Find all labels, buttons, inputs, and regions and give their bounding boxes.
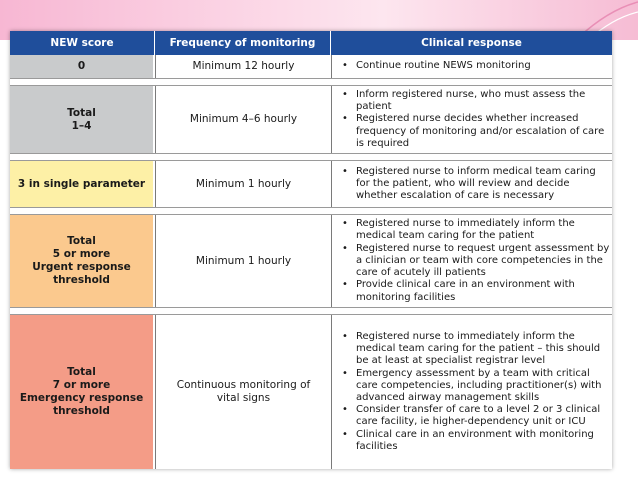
score-line: threshold bbox=[53, 405, 110, 417]
response-item: • Provide clinical care in an environment with monitoring facilities bbox=[356, 279, 610, 303]
news-score-table bbox=[10, 31, 612, 469]
header-frequency: Frequency of monitoring bbox=[155, 31, 331, 55]
row-divider bbox=[10, 207, 612, 215]
response-item: • Registered nurse decides whether increased frequency of monitoring and/or escalation of care is required bbox=[356, 113, 610, 150]
frequency-cell bbox=[155, 315, 332, 469]
table-row bbox=[10, 55, 612, 78]
frequency-cell: Minimum 4–6 hourly bbox=[155, 86, 332, 153]
score-value: 0 bbox=[77, 60, 86, 72]
score-line: 5 or more bbox=[52, 248, 111, 260]
frequency-line: vital signs bbox=[216, 392, 271, 404]
response-cell bbox=[332, 55, 610, 78]
row-divider bbox=[10, 153, 612, 161]
table-row bbox=[10, 86, 612, 153]
frequency-line: Continuous monitoring of bbox=[176, 379, 311, 391]
response-item: • Emergency assessment by a team with critical care competencies, including practitioner(s) with advanced airway management skills bbox=[356, 368, 610, 405]
header-clinical-response: Clinical response bbox=[421, 37, 522, 49]
response-cell bbox=[332, 86, 610, 153]
score-line: 1–4 bbox=[71, 119, 92, 132]
score-cell bbox=[10, 315, 153, 469]
row-divider bbox=[10, 78, 612, 86]
table-header bbox=[10, 31, 612, 55]
response-cell bbox=[332, 315, 610, 469]
score-cell bbox=[10, 215, 153, 307]
score-line: threshold bbox=[53, 274, 110, 286]
table-row bbox=[10, 315, 612, 469]
table-row bbox=[10, 161, 612, 207]
score-line: Total bbox=[67, 106, 96, 119]
score-cell bbox=[10, 86, 153, 153]
score-cell bbox=[10, 55, 153, 78]
response-cell bbox=[332, 161, 610, 207]
frequency-cell: Minimum 1 hourly bbox=[155, 161, 332, 207]
frequency-cell: Minimum 12 hourly bbox=[155, 55, 332, 78]
score-line: Total bbox=[67, 366, 96, 378]
response-item: • Inform registered nurse, who must assess the patient bbox=[356, 89, 610, 113]
table-row bbox=[10, 215, 612, 307]
score-line: Urgent response bbox=[32, 261, 131, 273]
score-line: Total bbox=[67, 235, 96, 247]
response-cell bbox=[332, 215, 610, 307]
score-cell bbox=[10, 161, 153, 207]
score-line: Emergency response bbox=[19, 392, 144, 404]
response-item: • Registered nurse to immediately inform the medical team caring for the patient – this should be at least at specialist registrar level bbox=[356, 331, 610, 368]
row-divider bbox=[10, 307, 612, 315]
response-item: • Consider transfer of care to a level 2 or 3 clinical care facility, ie higher-dependency unit or ICU bbox=[356, 404, 610, 428]
response-item: • Registered nurse to inform medical team caring for the patient, who will review and decide whether escalation of care is necessary bbox=[356, 166, 610, 203]
score-value: 3 in single parameter bbox=[17, 177, 146, 190]
response-item: • Registered nurse to request urgent assessment by a clinician or team with core competencies in the care of acutely ill patients bbox=[356, 243, 610, 280]
score-line: 7 or more bbox=[52, 379, 111, 391]
response-item: • Continue routine NEWS monitoring bbox=[356, 60, 610, 72]
header-new-score: NEW score bbox=[10, 31, 155, 55]
response-item: • Registered nurse to immediately inform the medical team caring for the patient bbox=[356, 218, 610, 242]
response-item: • Clinical care in an environment with monitoring facilities bbox=[356, 429, 610, 453]
frequency-cell: Minimum 1 hourly bbox=[155, 215, 332, 307]
